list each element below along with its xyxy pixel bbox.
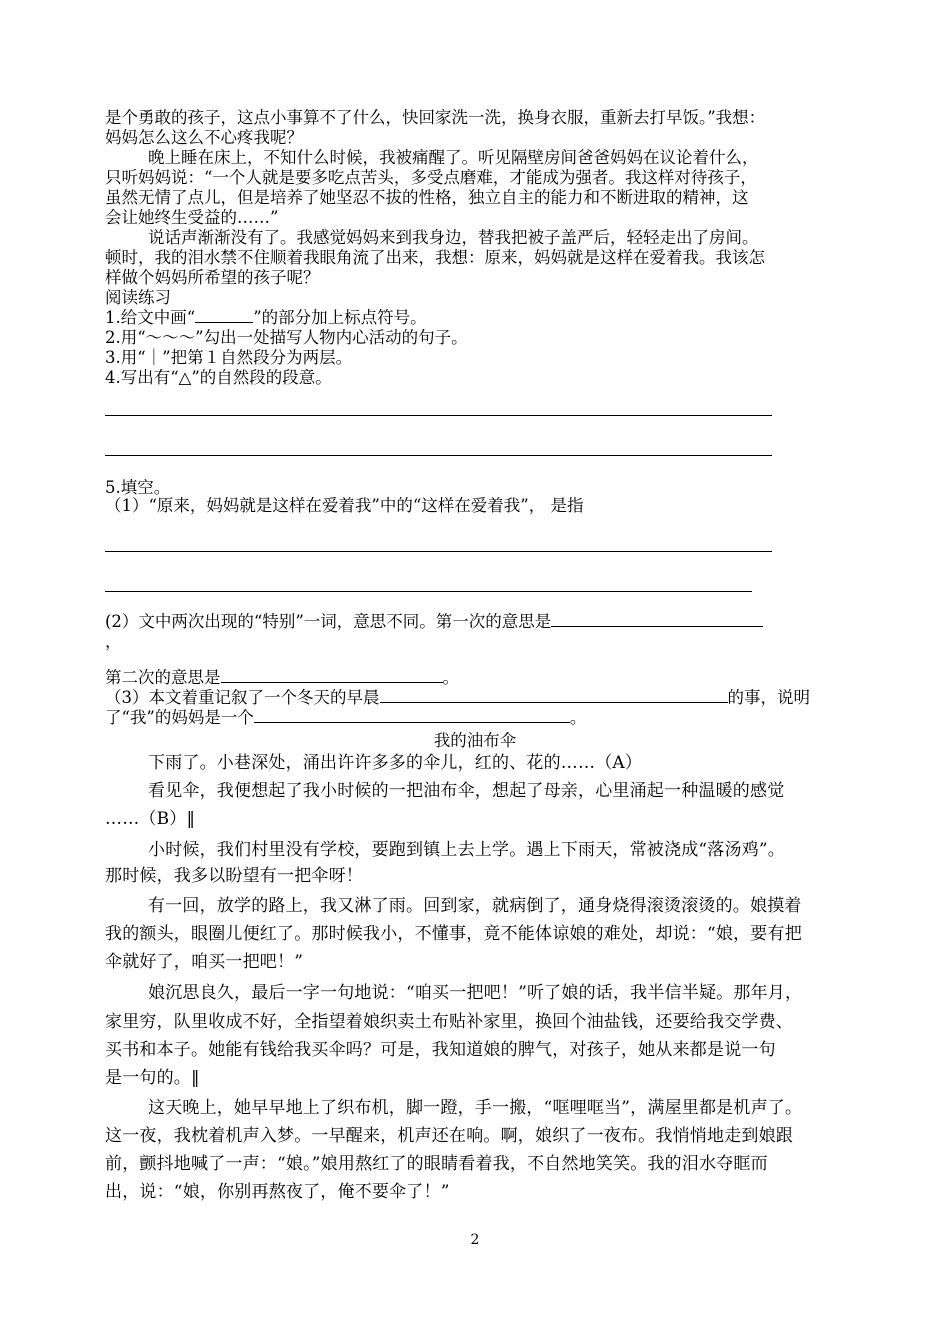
answer-line-q5-1a[interactable] xyxy=(105,551,772,552)
question-5-3-text-c: 了“我”的妈妈是一个 xyxy=(105,708,254,727)
question-5-2-text: (2）文中两次出现的“特别”一词，意思不同。第一次的意思是 xyxy=(105,612,552,631)
passage2-p4-line2: 我的额头，眼圈儿便红了。那时候我小，不懂事，竟不能体谅娘的难处，却说：“娘，要有把 xyxy=(105,924,802,944)
passage2-p3-line1: 小时候，我们村里没有学校，要跑到镇上去上学。遇上下雨天，常被浇成“落汤鸡”。 xyxy=(148,840,785,860)
passage1-line-5: 虽然无情了点儿，但是培养了她坚忍不拔的性格，独立自主的能力和不断进取的精神，这 xyxy=(105,188,749,207)
question-5-3-text-b: 的事，说明 xyxy=(727,688,810,707)
passage2-p1: 下雨了。小巷深处，涌出许许多多的伞儿，红的、花的……（A） xyxy=(148,753,643,773)
passage1-line-8: 顿时，我的泪水禁不住顺着我眼角流了出来，我想：原来，妈妈就是这样在爱着我。我该怎 xyxy=(105,248,765,267)
passage1-line-6: 会让她终生受益的……” xyxy=(105,208,279,227)
question-5-2b-end: 。 xyxy=(442,668,459,687)
question-4: 4.写出有“△”的自然段的段意。 xyxy=(105,368,332,387)
passage2-p6-line4: 出，说：“娘，你别再熬夜了，俺不要伞了！” xyxy=(105,1182,450,1202)
passage2-p4-line3: 伞就好了，咱买一把吧！” xyxy=(105,952,304,972)
question-5-2b-text: 第二次的意思是 xyxy=(105,668,221,687)
answer-line-q4-1[interactable] xyxy=(105,415,772,416)
passage2-p5-line2: 家里穷，队里收成不好，全指望着娘织卖土布贴补家里，换回个油盐钱，还要给我交学费、 xyxy=(105,1012,793,1032)
exercises-heading: 阅读练习 xyxy=(105,288,171,307)
answer-blank-q5-3a[interactable] xyxy=(380,688,728,703)
question-5: 5.填空。 xyxy=(105,478,171,497)
passage2-p2-line1: 看见伞，我便想起了我小时候的一把油布伞，想起了母亲，心里涌起一种温暖的感觉 xyxy=(148,781,785,801)
question-5-3 xyxy=(105,688,810,708)
passage2-p5-line4: 是一句的。‖ xyxy=(105,1068,200,1088)
answer-blank-q5-2b[interactable] xyxy=(221,668,443,683)
answer-blank-q5-3b[interactable] xyxy=(254,708,570,723)
passage2-p6-line3: 前，颤抖地喊了一声：“娘。”娘用熬红了的眼睛看着我，不自然地笑笑。我的泪水夺眶而 xyxy=(105,1154,768,1174)
passage1-line-1: 是个勇敢的孩子，这点小事算不了什么，快回家洗一洗，换身衣服，重新去打早饭。”我想： xyxy=(105,108,766,127)
page-number: 2 xyxy=(470,1232,480,1248)
answer-line-q4-2[interactable] xyxy=(105,455,772,456)
passage2-p5-line1: 娘沉思良久，最后一字一句地说：“咱买一把吧！”听了娘的话，我半信半疑。那年月， xyxy=(148,983,803,1003)
passage1-line-2: 妈妈怎么这么不心疼我呢？ xyxy=(105,128,303,147)
question-5-3-line2 xyxy=(105,708,586,728)
passage1-line-4: 只听妈妈说：“一个人就是要多吃点苦头，多受点磨难，才能成为强者。我这样对待孩子， xyxy=(105,168,757,187)
passage1-line-3: 晚上睡在床上，不知什么时候，我被痛醒了。听见隔壁房间爸爸妈妈在议论着什么， xyxy=(148,148,759,167)
question-2: 2.用“～～～”勾出一处描写人物内心活动的句子。 xyxy=(105,328,468,347)
question-5-2 xyxy=(105,612,763,632)
answer-line-q5-1b[interactable] xyxy=(105,591,752,592)
question-3: 3.用“｜”把第１自然段分为两层。 xyxy=(105,348,353,367)
passage2-p2-line2: ……（B）‖ xyxy=(105,809,196,829)
question-1-text-a: 1.给文中画“ xyxy=(105,308,196,327)
question-5-3-text-a: （3）本文着重记叙了一个冬天的早晨 xyxy=(105,688,380,707)
passage1-line-7: 说话声渐渐没有了。我感觉妈妈来到我身边，替我把被子盖严后，轻轻走出了房间。 xyxy=(148,228,759,247)
question-1 xyxy=(105,308,427,328)
passage2-p6-line2: 这一夜，我枕着机声入梦。一早醒来，机声还在响。啊，娘织了一夜布。我悄悄地走到娘跟 xyxy=(105,1126,793,1146)
question-5-2-comma: ， xyxy=(105,632,122,651)
question-5-1: （1）“原来，妈妈就是这样在爱着我”中的“这样在爱着我”， 是指 xyxy=(105,496,584,515)
passage2-p4-line1: 有一回，放学的路上，我又淋了雨。回到家，就病倒了，通身烧得滚烫滚烫的。娘摸着 xyxy=(148,896,802,916)
passage2-title: 我的油布伞 xyxy=(433,731,517,750)
question-1-underline xyxy=(195,308,253,323)
question-5-3-text-d: 。 xyxy=(569,708,587,727)
answer-blank-q5-2a[interactable] xyxy=(551,612,763,627)
passage1-line-9: 样做个妈妈所希望的孩子呢？ xyxy=(105,268,320,287)
passage2-p3-line2: 那时候，我多以盼望有一把伞呀！ xyxy=(105,866,363,886)
question-1-text-b: ”的部分加上标点符号。 xyxy=(253,308,427,327)
passage2-p6-line1: 这天晚上，她早早地上了织布机，脚一蹬，手一搬，“哐哩哐当”，满屋里都是机声了。 xyxy=(148,1098,803,1118)
passage2-p5-line3: 买书和本子。她能有钱给我买伞吗？可是，我知道娘的脾气，对孩子，她从来都是说一句 xyxy=(105,1040,776,1060)
question-5-2b xyxy=(105,668,459,688)
